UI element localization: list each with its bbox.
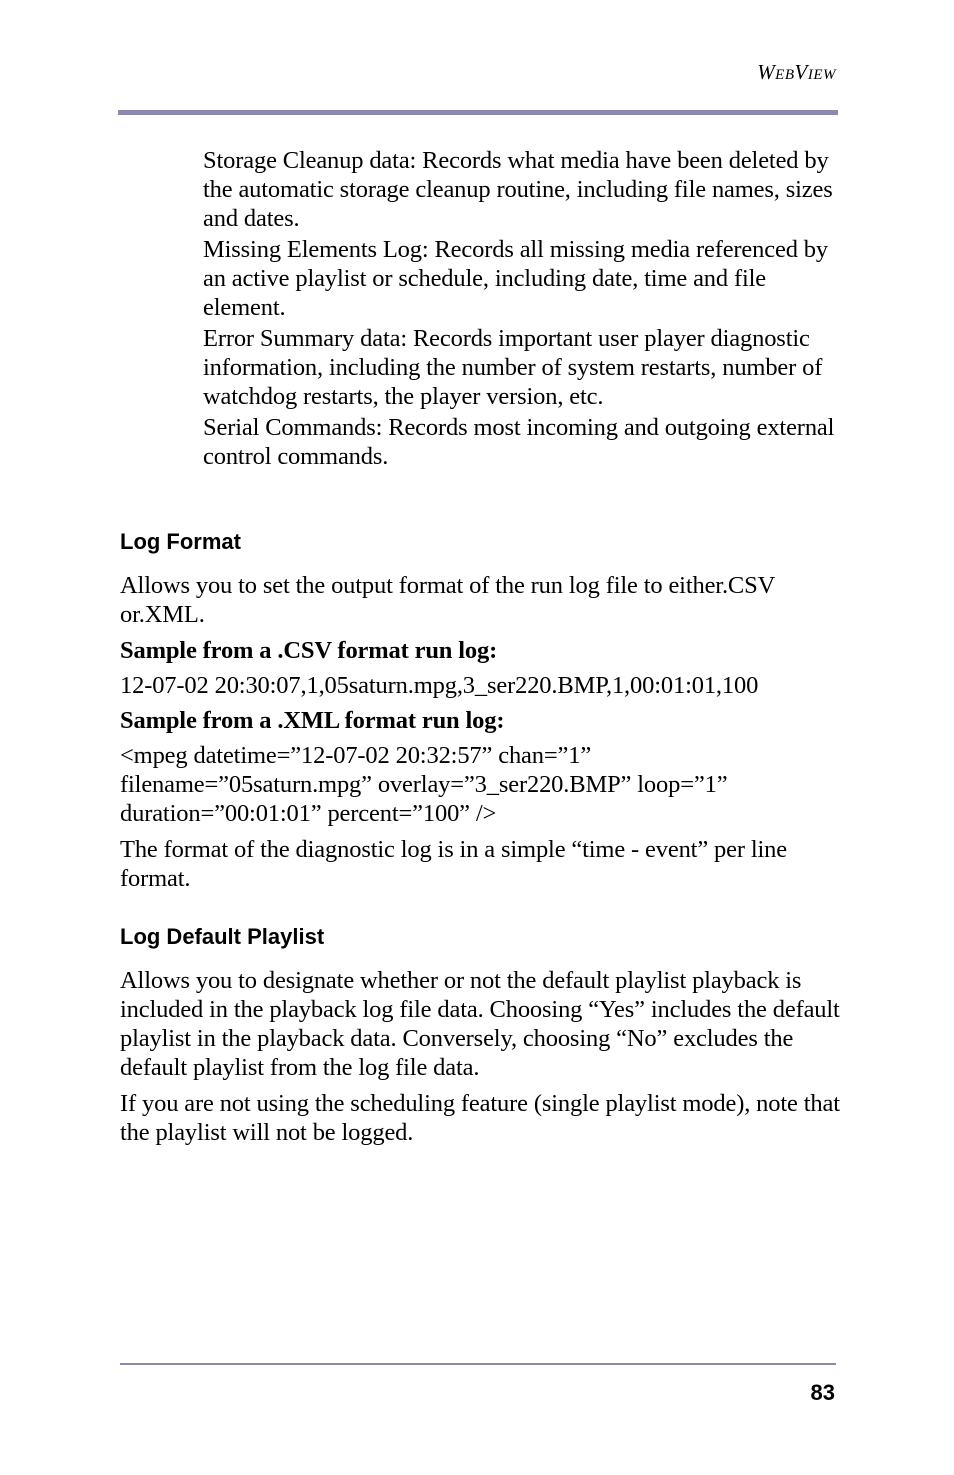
log-types-list (203, 146, 843, 471)
page-number: 83 (810, 1380, 835, 1405)
csv-sample-label: Sample from a .CSV format run log: (120, 637, 498, 664)
log-default-playlist-section (120, 924, 840, 1147)
header-rule (118, 110, 838, 115)
log-default-playlist-paragraph: Allows you to designate whether or not the default playlist playback is included in the playback log file data. Choosing “Yes” includes the default playlist in the playback data. Conversely, choosing “No” excludes the default playlist from the log file data. (120, 967, 840, 1081)
diagnostic-format-note: The format of the diagnostic log is in a simple “time - event” per line format. (120, 836, 787, 892)
footer-rule (120, 1363, 836, 1365)
csv-sample-text: 12-07-02 20:30:07,1,05saturn.mpg,3_ser220.BMP,1,00:01:01,100 (120, 672, 759, 699)
log-format-heading: Log Format (120, 529, 241, 554)
list-item-storage-cleanup: Storage Cleanup data: Records what media have been deleted by the automatic storage cleanup routine, including file names, sizes and dates. (203, 147, 833, 232)
xml-sample-label: Sample from a .XML format run log: (120, 707, 505, 734)
log-default-playlist-heading: Log Default Playlist (120, 924, 325, 949)
running-header: WebView (757, 60, 836, 84)
single-playlist-note: If you are not using the scheduling feature (single playlist mode), note that the playlist will not be logged. (120, 1090, 840, 1146)
xml-sample-text: <mpeg datetime=”12-07-02 20:32:57” chan=”1” filename=”05saturn.mpg” overlay=”3_ser220.BMP” loop=”1” duration=”00:01:01” percent=”100” /> (120, 742, 728, 827)
list-item-serial-commands: Serial Commands: Records most incoming and outgoing external control commands. (203, 414, 835, 470)
list-item-error-summary: Error Summary data: Records important user player diagnostic information, including the number of system restarts, number of watchdog restarts, the player version, etc. (203, 325, 823, 410)
log-format-intro: Allows you to set the output format of the run log file to either.CSV or.XML. (120, 572, 775, 628)
log-format-section (120, 529, 840, 893)
list-item-missing-elements: Missing Elements Log: Records all missing media referenced by an active playlist or schedule, including date, time and file element. (203, 236, 828, 321)
